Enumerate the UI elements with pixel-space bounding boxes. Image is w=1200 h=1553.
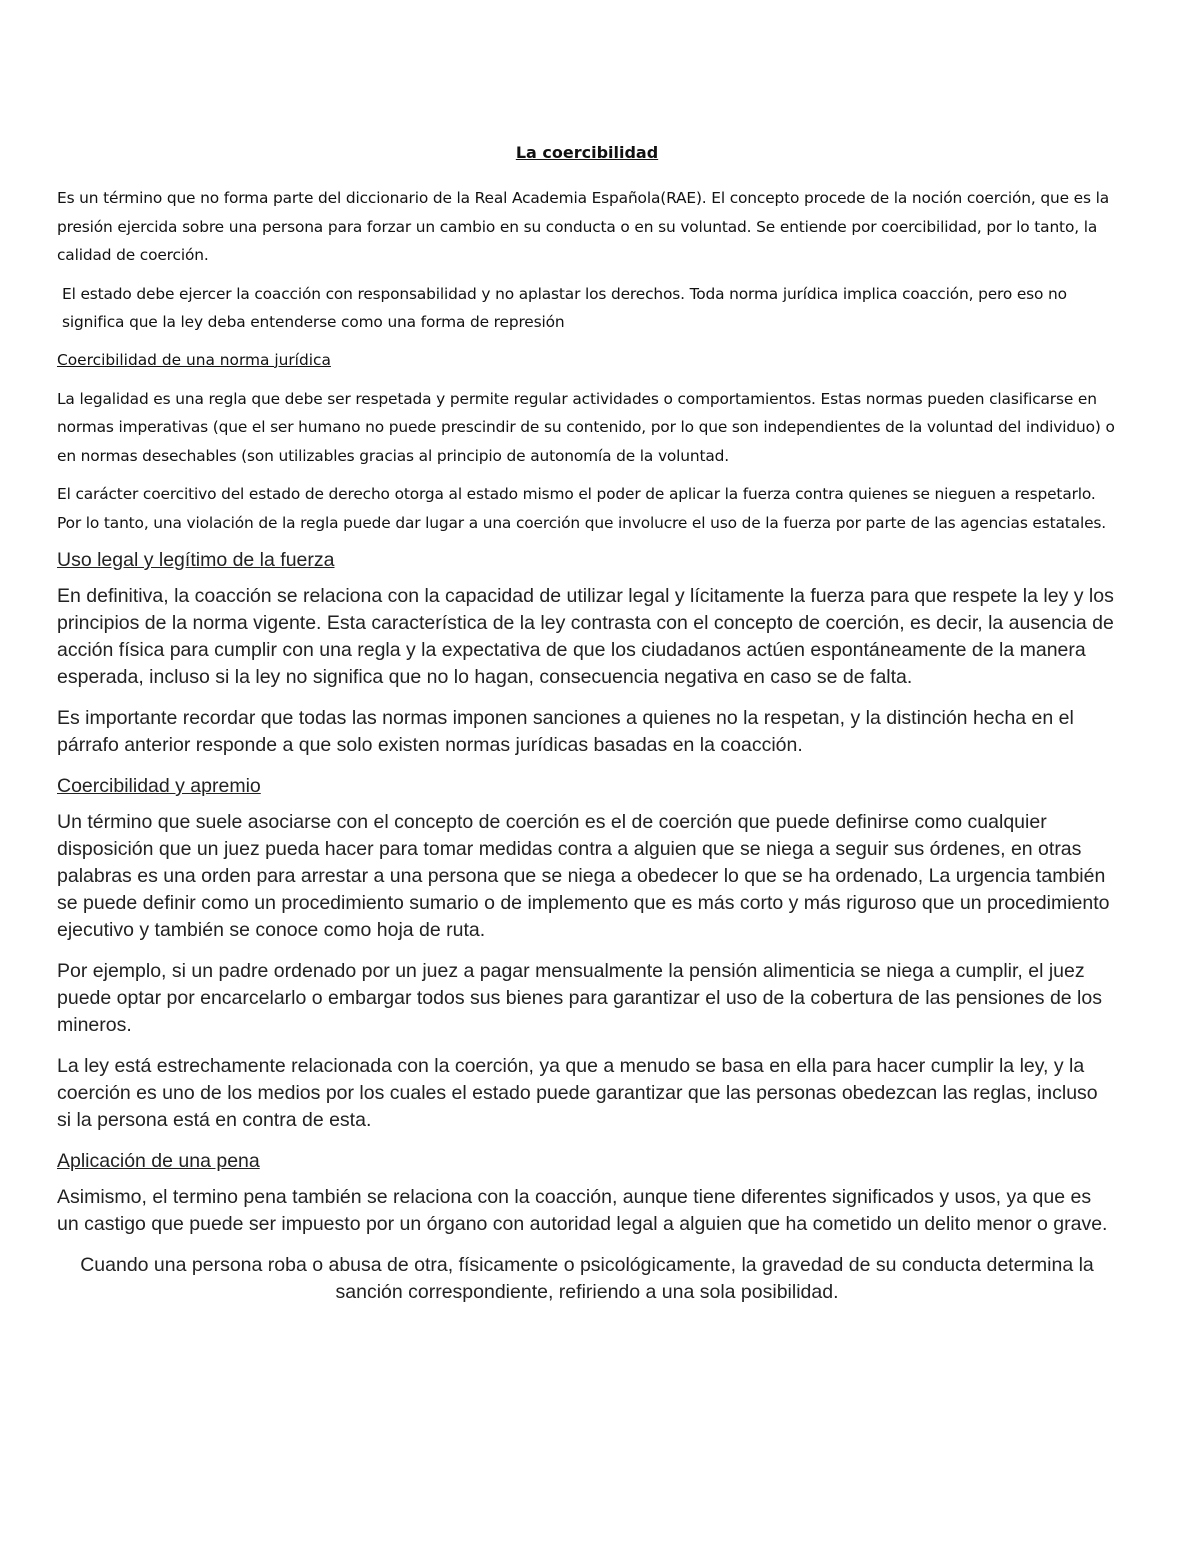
paragraph-state-coaction: El estado debe ejercer la coacción con responsabilidad y no aplastar los derechos. Toda norma jurídica implica coacción, pero eso no significa que la ley deba entenderse como una forma de represión [62,284,1067,331]
paragraph-es-importante: Es importante recordar que todas las normas imponen sanciones a quienes no la respetan, y la distinción hecha en el párrafo anterior responde a que solo existen normas jurídicas basadas en la coacción. [57,707,1074,756]
paragraph-la-ley: La ley está estrechamente relacionada con la coerción, ya que a menudo se basa en ella para hacer cumplir la ley, y la coerción es uno de los medios por los cuales el estado puede garantizar que las personas obedezcan las reglas, incluso si la persona está en contra de esta. [57,1055,1098,1131]
paragraph-cuando-una-persona: Cuando una persona roba o abusa de otra, físicamente o psicológicamente, la gravedad de su conducta determina la sanción correspondiente, refiriendo a una sola posibilidad. [80,1254,1094,1303]
paragraph-caracter-coercitivo: El carácter coercitivo del estado de derecho otorga al estado mismo el poder de aplicar la fuerza contra quienes se nieguen a respetarlo. Por lo tanto, una violación de la regla puede dar lugar a una coerción que involucre el uso de la fuerza por parte de las agencias estatales. [57,485,1107,532]
paragraph-asimismo: Asimismo, el termino pena también se relaciona con la coacción, aunque tiene diferentes significados y usos, ya que es un castigo que puede ser impuesto por un órgano con autoridad legal a alguien que ha cometido un delito menor o grave. [57,1186,1108,1235]
paragraph-un-termino: Un término que suele asociarse con el concepto de coerción es el de coerción que puede definirse como cualquier disposición que un juez pueda hacer para tomar medidas contra a alguien que se niega a seguir sus órdenes, en otras palabras es una orden para arrestar a una persona que se niega a obedecer lo que se ha ordenado, La urgencia también se puede definir como un procedimiento sumario o de implemento que es más corto y más riguroso que un procedimiento ejecutivo y también se conoce como hoja de ruta. [57,811,1110,941]
heading-aplicacion-pena: Aplicación de una pena [57,1150,260,1172]
heading-uso-legal: Uso legal y legítimo de la fuerza [57,549,335,571]
paragraph-por-ejemplo: Por ejemplo, si un padre ordenado por un juez a pagar mensualmente la pensión alimenticia se niega a cumplir, el juez puede optar por encarcelarlo o embargar todos sus bienes para garantizar el uso de la cobertura de las pensiones de los mineros. [57,960,1102,1036]
document-page [57,140,1117,1320]
heading-norma-juridica: Coercibilidad de una norma jurídica [57,350,331,369]
heading-apremio: Coercibilidad y apremio [57,775,261,797]
paragraph-legalidad: La legalidad es una regla que debe ser respetada y permite regular actividades o comportamientos. Estas normas pueden clasificarse en normas imperativas (que el ser humano no puede prescindir de su contenido, por lo que son independientes de la voluntad del individuo) o en normas desechables (son utilizables gracias al principio de autonomía de la voluntad. [57,389,1115,465]
document-title: La coercibilidad [515,143,659,162]
paragraph-rae-definition: Es un término que no forma parte del diccionario de la Real Academia Española(RAE). El concepto procede de la noción coerción, que es la presión ejercida sobre una persona para forzar un cambio en su conducta o en su voluntad. Se entiende por coercibilidad, por lo tanto, la calidad de coerción. [57,189,1109,264]
paragraph-en-definitiva: En definitiva, la coacción se relaciona con la capacidad de utilizar legal y lícitamente la fuerza para que respete la ley y los principios de la norma vigente. Esta característica de la ley contrasta con el concepto de coerción, es decir, la ausencia de acción física para cumplir con una regla y la expectativa de que los ciudadanos actúen espontáneamente de la manera esperada, incluso si la ley no significa que no lo hagan, consecuencia negativa en caso se de falta. [57,585,1114,688]
